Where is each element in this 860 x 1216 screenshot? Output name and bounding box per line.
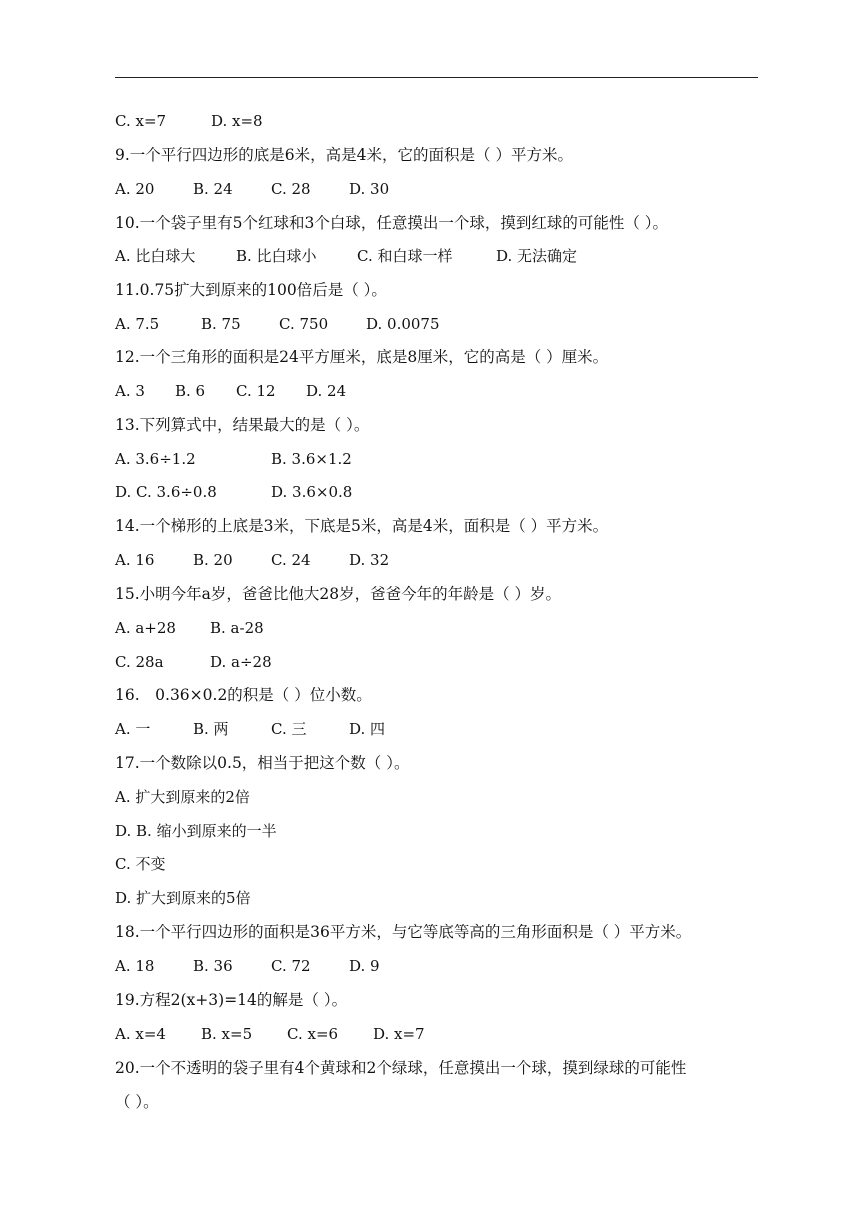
option-b: B. 24 [193, 180, 233, 198]
question-12-options [115, 381, 346, 401]
option-a: A. 3.6÷1.2 [115, 450, 196, 468]
question-12-stem: 12.一个三角形的面积是24平方厘米，底是8厘米，它的高是（ ）厘米。 [115, 348, 609, 366]
question-14-stem: 14.一个梯形的上底是3米，下底是5米，高是4米，面积是（ ）平方米。 [115, 517, 609, 535]
option-a: A. a+28 [115, 619, 176, 637]
question-17-stem: 17.一个数除以0.5，相当于把这个数（ ）。 [115, 754, 410, 772]
option-a: A. 20 [115, 180, 155, 198]
option-a: A. 扩大到原来的2倍 [115, 788, 250, 806]
option-c: C. 72 [271, 957, 311, 975]
option-d: D. 32 [349, 551, 390, 569]
question-20-stem: 20.一个不透明的袋子里有4个黄球和2个绿球，任意摸出一个球，摸到绿球的可能性 [115, 1059, 687, 1077]
question-15-stem: 15.小明今年a岁，爸爸比他大28岁，爸爸今年的年龄是（ ）岁。 [115, 585, 562, 603]
option-b: B. 比白球小 [236, 247, 317, 265]
question-13-stem: 13.下列算式中，结果最大的是（ ）。 [115, 416, 370, 434]
question-11-stem: 11.0.75扩大到原来的100倍后是（ ）。 [115, 281, 387, 299]
question-15-options-row2 [115, 652, 272, 672]
question-9-stem: 9.一个平行四边形的底是6米，高是4米，它的面积是（ ）平方米。 [115, 146, 573, 164]
option-c: C. 三 [271, 720, 307, 738]
option-c: C. 28a [115, 653, 164, 671]
option-a: A. 一 [115, 720, 151, 738]
question-19-options [115, 1024, 425, 1044]
option-d: D. 24 [306, 382, 347, 400]
question-18-options [115, 956, 380, 976]
option-c: C. 和白球一样 [357, 247, 453, 265]
question-20-stem-continued: （ ）。 [115, 1093, 159, 1111]
header-rule [115, 77, 758, 78]
question-11-options [115, 314, 440, 334]
option-d: D. 扩大到原来的5倍 [115, 889, 251, 907]
option-b: B. x=5 [201, 1025, 253, 1043]
question-18-stem: 18.一个平行四边形的面积是36平方米，与它等底等高的三角形面积是（ ）平方米。 [115, 923, 692, 941]
option-c: C. 12 [236, 382, 276, 400]
option-d: D. 30 [349, 180, 390, 198]
option-b: B. 两 [193, 720, 229, 738]
option-d: D. x=7 [373, 1025, 425, 1043]
question-9-options [115, 179, 389, 199]
option-d: D. 9 [349, 957, 380, 975]
option-d: D. 3.6×0.8 [271, 483, 353, 501]
option-a: A. 3 [115, 382, 145, 400]
option-a: A. 比白球大 [115, 247, 196, 265]
question-10-options [115, 246, 577, 266]
question-14-options [115, 550, 389, 570]
question-15-options-row1 [115, 618, 264, 638]
option-d: D. 四 [349, 720, 386, 738]
question-10-stem: 10.一个袋子里有5个红球和3个白球，任意摸出一个球，摸到红球的可能性（ ）。 [115, 214, 669, 232]
option-c: C. 750 [279, 315, 329, 333]
option-a: A. x=4 [115, 1025, 166, 1043]
question-13-options-row2 [115, 482, 352, 502]
option-b: B. 75 [201, 315, 241, 333]
option-d: D. x=8 [211, 112, 263, 130]
option-c: C. 28 [271, 180, 311, 198]
option-d: D. a÷28 [210, 653, 272, 671]
options-row [115, 111, 263, 131]
option-d: D. 0.0075 [366, 315, 440, 333]
question-16-stem: 16. 0.36×0.2的积是（ ）位小数。 [115, 686, 372, 704]
question-13-options-row1 [115, 449, 352, 469]
option-a: A. 7.5 [115, 315, 160, 333]
option-a: A. 16 [115, 551, 155, 569]
option-d: D. 无法确定 [496, 247, 578, 265]
question-16-options [115, 719, 385, 739]
option-b: B. 20 [193, 551, 233, 569]
option-c: C. 不变 [115, 855, 166, 873]
option-b: B. 3.6×1.2 [271, 450, 352, 468]
question-19-stem: 19.方程2(x+3)=14的解是（ ）。 [115, 991, 348, 1009]
option-b: D. B. 缩小到原来的一半 [115, 822, 277, 840]
option-a: A. 18 [115, 957, 155, 975]
option-b: B. a-28 [210, 619, 264, 637]
option-c: C. x=6 [287, 1025, 339, 1043]
option-b: B. 36 [193, 957, 233, 975]
option-c: C. x=7 [115, 112, 167, 130]
option-b: B. 6 [175, 382, 206, 400]
option-c: D. C. 3.6÷0.8 [115, 483, 217, 501]
option-c: C. 24 [271, 551, 311, 569]
